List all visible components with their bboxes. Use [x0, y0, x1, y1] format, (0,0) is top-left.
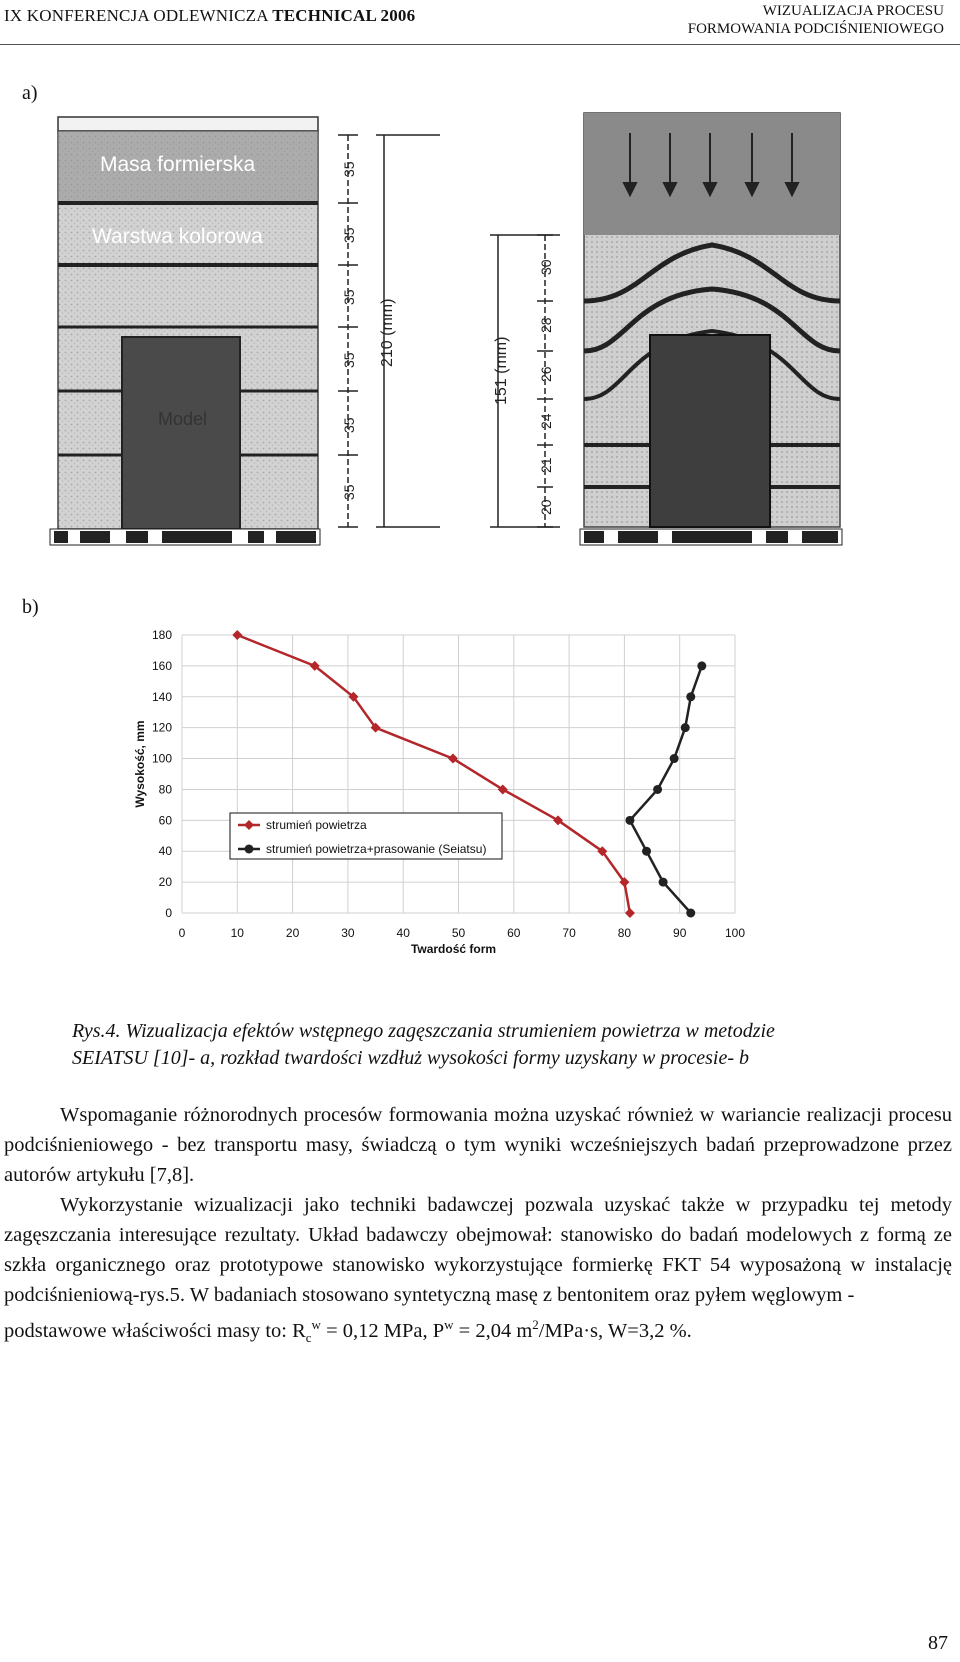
series-0-point-0: [232, 630, 242, 640]
x-axis-ticks: [179, 926, 746, 940]
x-tick-label-0: 0: [178, 926, 186, 940]
caption-line-1: Rys.4. Wizualizacja efektów wstępnego zagęszczania strumieniem powietrza w metodzie: [72, 1020, 775, 1042]
y-tick-label-8: 160: [151, 658, 172, 673]
body-text: [4, 1100, 952, 1353]
model-label: Model: [158, 409, 208, 429]
running-header-left: [4, 6, 415, 26]
y-tick-label-3: 60: [158, 813, 172, 828]
series-line-0: [237, 635, 630, 913]
left-mould: [50, 117, 320, 545]
p3-mid1: = 0,12 MPa, P: [320, 1319, 445, 1342]
x-tick-label-6: 60: [507, 926, 521, 940]
chart-grid: [182, 635, 735, 913]
left-base-plate: [50, 529, 320, 545]
series-1-point-4: [653, 785, 662, 794]
x-tick-label-3: 30: [341, 926, 355, 940]
y-axis-label: Wysokość, mm: [133, 720, 147, 808]
y-tick-label-2: 40: [158, 844, 172, 859]
right-dim-2: 28: [538, 317, 554, 333]
p3-end: /MPa·s, W=3,2 %.: [538, 1319, 692, 1342]
header-title-line2: FORMOWANIA PODCIŚNIENIOWEGO: [687, 21, 944, 37]
figure-a-mould-visualization: [40, 105, 870, 585]
series-1-point-1: [686, 692, 695, 701]
legend-label-1: strumień powietrza+prasowanie (Seiatsu): [266, 842, 487, 856]
series-0-point-9: [625, 908, 635, 918]
y-tick-label-7: 140: [151, 689, 172, 704]
hardness-chart: [130, 625, 810, 1015]
header-rule: [0, 44, 960, 45]
right-dim-1: 30: [538, 259, 554, 275]
left-dim-total: 210 (mm): [379, 298, 396, 367]
caption-line-2: SEIATSU [10]- a, rozkład twardości wzdłuż wysokości formy uzyskany w procesie- b: [72, 1047, 749, 1069]
right-dimension-scale: [490, 235, 560, 527]
chart-legend: [230, 813, 502, 859]
p3-prefix: podstawowe właściwości masy to: R: [4, 1319, 306, 1342]
chart-series: [232, 630, 706, 918]
r-superscript: w: [311, 1317, 321, 1332]
right-dim-6: 20: [538, 499, 554, 515]
layer-label-coloured-layer: Warstwa kolorowa: [92, 225, 263, 248]
legend-marker-1: [245, 845, 254, 854]
left-dim-3: 35: [341, 289, 357, 305]
left-dim-4: 35: [341, 352, 357, 368]
series-1-point-0: [697, 661, 706, 670]
conference-name: IX KONFERENCJA ODLEWNICZA: [4, 6, 268, 25]
paragraph-2: Wykorzystanie wizualizacji jako techniki badawczej pozwala uzyskać także w przypadku tej metody zagęszczania interesujące rezultaty. Układ badawczy obejmował: stanowisko do badań modelowych z formą ze szkła organicznego oraz prototypowe stanowisko wykorzystujące formierkę FKT 54 wyposażoną w instalację podciśnieniową-rys.5. W badaniach stosowano syntetyczną masę z bentonitem oraz pyłem węglowym -: [4, 1194, 952, 1306]
right-dim-4: 24: [538, 413, 554, 429]
right-dim-3: 26: [538, 366, 554, 382]
x-tick-label-2: 20: [285, 926, 300, 940]
x-tick-label-1: 10: [230, 926, 244, 940]
p-superscript: w: [444, 1317, 454, 1332]
y-tick-label-4: 80: [158, 782, 172, 797]
running-header-right: [688, 2, 944, 38]
x-tick-label-5: 50: [451, 926, 466, 940]
x-tick-label-7: 70: [562, 926, 576, 940]
series-1-point-6: [642, 847, 651, 856]
conference-edition: TECHNICAL 2006: [272, 6, 416, 25]
x-tick-label-9: 90: [673, 926, 687, 940]
series-1-point-7: [659, 878, 668, 887]
y-tick-label-9: 180: [151, 628, 172, 642]
right-base-plate: [580, 529, 842, 545]
page-number: 87: [928, 1632, 948, 1654]
m-superscript: 2: [532, 1317, 539, 1332]
y-axis-ticks: [152, 628, 172, 920]
y-tick-label-6: 120: [151, 720, 172, 735]
legend-label-0: strumień powietrza: [266, 818, 367, 832]
figure-a-label: a): [22, 82, 38, 104]
y-tick-label-1: 20: [158, 875, 172, 890]
left-dimension-scale: [338, 135, 440, 527]
left-dim-2: 35: [341, 227, 357, 243]
paragraph-1: Wspomaganie różnorodnych procesów formowania można uzyskać również w wariancie realizacji procesu podciśnieniowego - bez transportu masy, świadczą o tym wyniki wcześniejszych badań przeprowadzone przez autorów artykułu [7,8].: [4, 1104, 952, 1186]
x-tick-label-8: 80: [617, 926, 632, 940]
series-1-point-2: [681, 723, 690, 732]
figure-b-label: b): [22, 596, 39, 618]
y-tick-label-5: 100: [151, 751, 172, 766]
series-1-point-8: [686, 909, 695, 918]
series-1-point-5: [625, 816, 634, 825]
x-axis-label: Twardość form: [410, 942, 497, 956]
right-dim-total: 151 (mm): [493, 336, 510, 405]
layer-label-moulding-sand: Masa formierska: [100, 153, 256, 176]
x-tick-label-4: 40: [396, 926, 410, 940]
header-title-line1: WIZUALIZACJA PROCESU: [762, 3, 944, 19]
right-mould: [580, 113, 842, 545]
left-dim-1: 35: [341, 161, 357, 177]
left-dim-5: 35: [341, 417, 357, 433]
series-1-point-3: [670, 754, 679, 763]
left-dim-6: 35: [341, 484, 357, 500]
right-dim-5: 21: [538, 457, 554, 473]
x-tick-label-10: 100: [724, 926, 746, 940]
y-tick-label-0: 0: [165, 906, 172, 920]
paragraph-3: [4, 1310, 952, 1353]
figure-caption: [72, 1018, 892, 1072]
p3-mid2: = 2,04 m: [453, 1319, 533, 1342]
r-subscript: c: [305, 1329, 312, 1345]
